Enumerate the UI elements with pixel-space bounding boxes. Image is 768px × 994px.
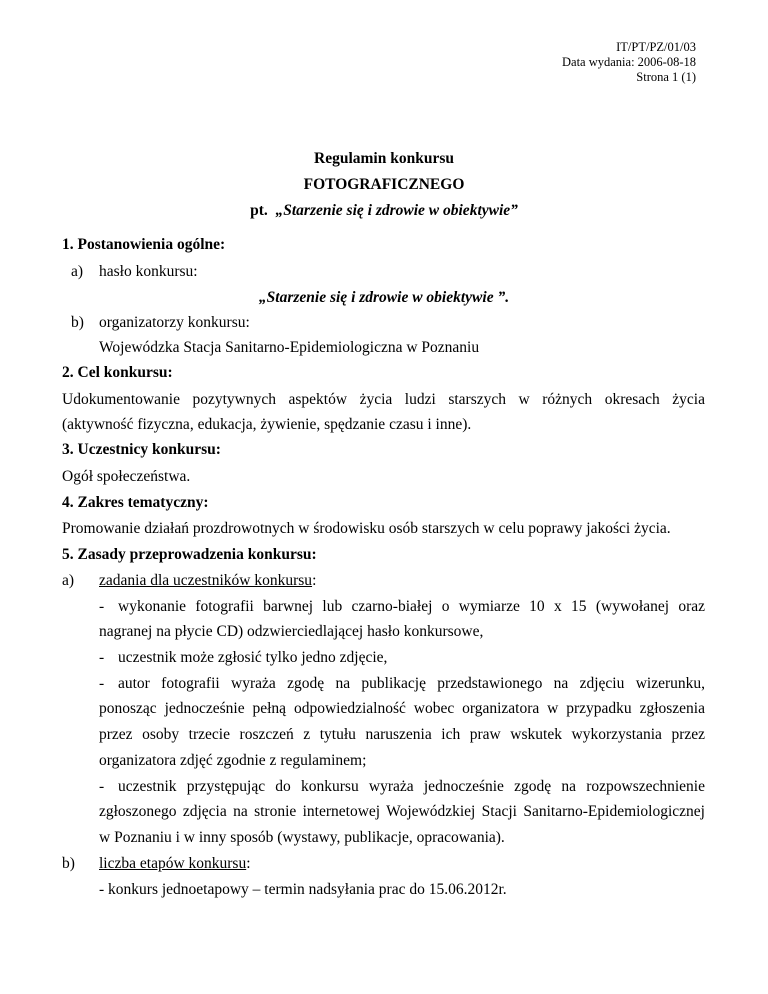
- item4-line3: w Poznaniu i w inny sposób (wystawy, publikacje, opracowania).: [99, 829, 505, 846]
- dash: -: [99, 598, 105, 615]
- item3-line1: autor fotografii wyraża zgodę na publikację przedstawionego na zdjęciu wizerunku,: [118, 675, 705, 692]
- section2-heading: 2. Cel konkursu:: [62, 364, 173, 381]
- b-item: - konkurs jednoetapowy – termin nadsyłania prac do 15.06.2012r.: [99, 881, 507, 898]
- item1-line1: wykonanie fotografii barwnej lub czarno-białej o wymiarze 10 x 15 (wywołanej oraz: [118, 598, 705, 615]
- s5-a-label-text: zadania dla uczestników konkursu: [99, 572, 313, 589]
- title-line1: Regulamin konkursu: [314, 150, 454, 167]
- s1-b-marker: b): [71, 314, 84, 331]
- s5-a-marker: a): [62, 572, 75, 589]
- s1-b-label: organizatorzy konkursu:: [99, 314, 250, 331]
- title-italic: „Starzenie się i zdrowie w obiektywie”: [275, 202, 518, 219]
- colon: :: [246, 855, 251, 872]
- dash: -: [99, 675, 105, 692]
- item3-line2: ponosząc jednocześnie pełną odpowiedzialność wobec organizatora w przypadku zgłoszenia: [99, 700, 705, 717]
- s1-a-marker: a): [71, 263, 84, 280]
- dash: -: [99, 649, 105, 666]
- s1-a-label: hasło konkursu:: [99, 263, 198, 280]
- title-line2: FOTOGRAFICZNEGO: [303, 176, 465, 193]
- organizer: Wojewódzka Stacja Sanitarno-Epidemiologiczna w Poznaniu: [99, 339, 480, 356]
- doc-code: IT/PT/PZ/01/03: [616, 40, 696, 54]
- s5-a-label: [99, 572, 316, 590]
- section4-heading: 4. Zakres tematyczny:: [62, 494, 209, 511]
- item1-line2: nagranej na płycie CD) odzwierciedlającej hasło konkursowe,: [99, 623, 484, 640]
- colon: :: [312, 572, 317, 589]
- slogan: „Starzenie się i zdrowie w obiektywie ”.: [258, 289, 510, 306]
- s5-b-marker: b): [62, 855, 75, 872]
- s5-b-label: [99, 855, 251, 873]
- section1-heading: 1. Postanowienia ogólne:: [62, 236, 226, 253]
- item3-line4: organizatora zdjęć zgodnie z regulaminem;: [99, 752, 367, 769]
- s2-line2: (aktywność fizyczna, edukacja, żywienie, spędzanie czasu i inne).: [62, 416, 472, 433]
- item2: uczestnik może zgłosić tylko jedno zdjęcie,: [118, 649, 388, 666]
- section5-heading: 5. Zasady przeprowadzenia konkursu:: [62, 546, 317, 563]
- page-number: Strona 1 (1): [636, 70, 696, 84]
- s2-line1: Udokumentowanie pozytywnych aspektów życia ludzi starszych w różnych okresach życia: [62, 391, 705, 408]
- s4-text: Promowanie działań prozdrowotnych w środowisku osób starszych w celu poprawy jakości życia.: [62, 520, 671, 537]
- dash: -: [99, 778, 105, 795]
- title-line3: [0, 202, 768, 220]
- item4-line1: uczestnik przystępując do konkursu wyraża jednocześnie zgodę na rozpowszechnienie: [118, 778, 705, 795]
- s3-text: Ogół społeczeństwa.: [62, 468, 191, 485]
- issue-date: Data wydania: 2006-08-18: [562, 55, 696, 69]
- item4-line2: zgłoszonego zdjęcia na stronie internetowej Wojewódzkiej Stacji Sanitarno-Epidemiologicznej: [99, 803, 705, 820]
- title-prefix: pt.: [250, 202, 268, 219]
- s5-b-label-text: liczba etapów konkursu: [99, 855, 247, 872]
- section3-heading: 3. Uczestnicy konkursu:: [62, 441, 221, 458]
- item3-line3: przez osoby trzecie roszczeń z tytułu naruszenia ich praw wskutek wykorzystania przez: [99, 726, 705, 743]
